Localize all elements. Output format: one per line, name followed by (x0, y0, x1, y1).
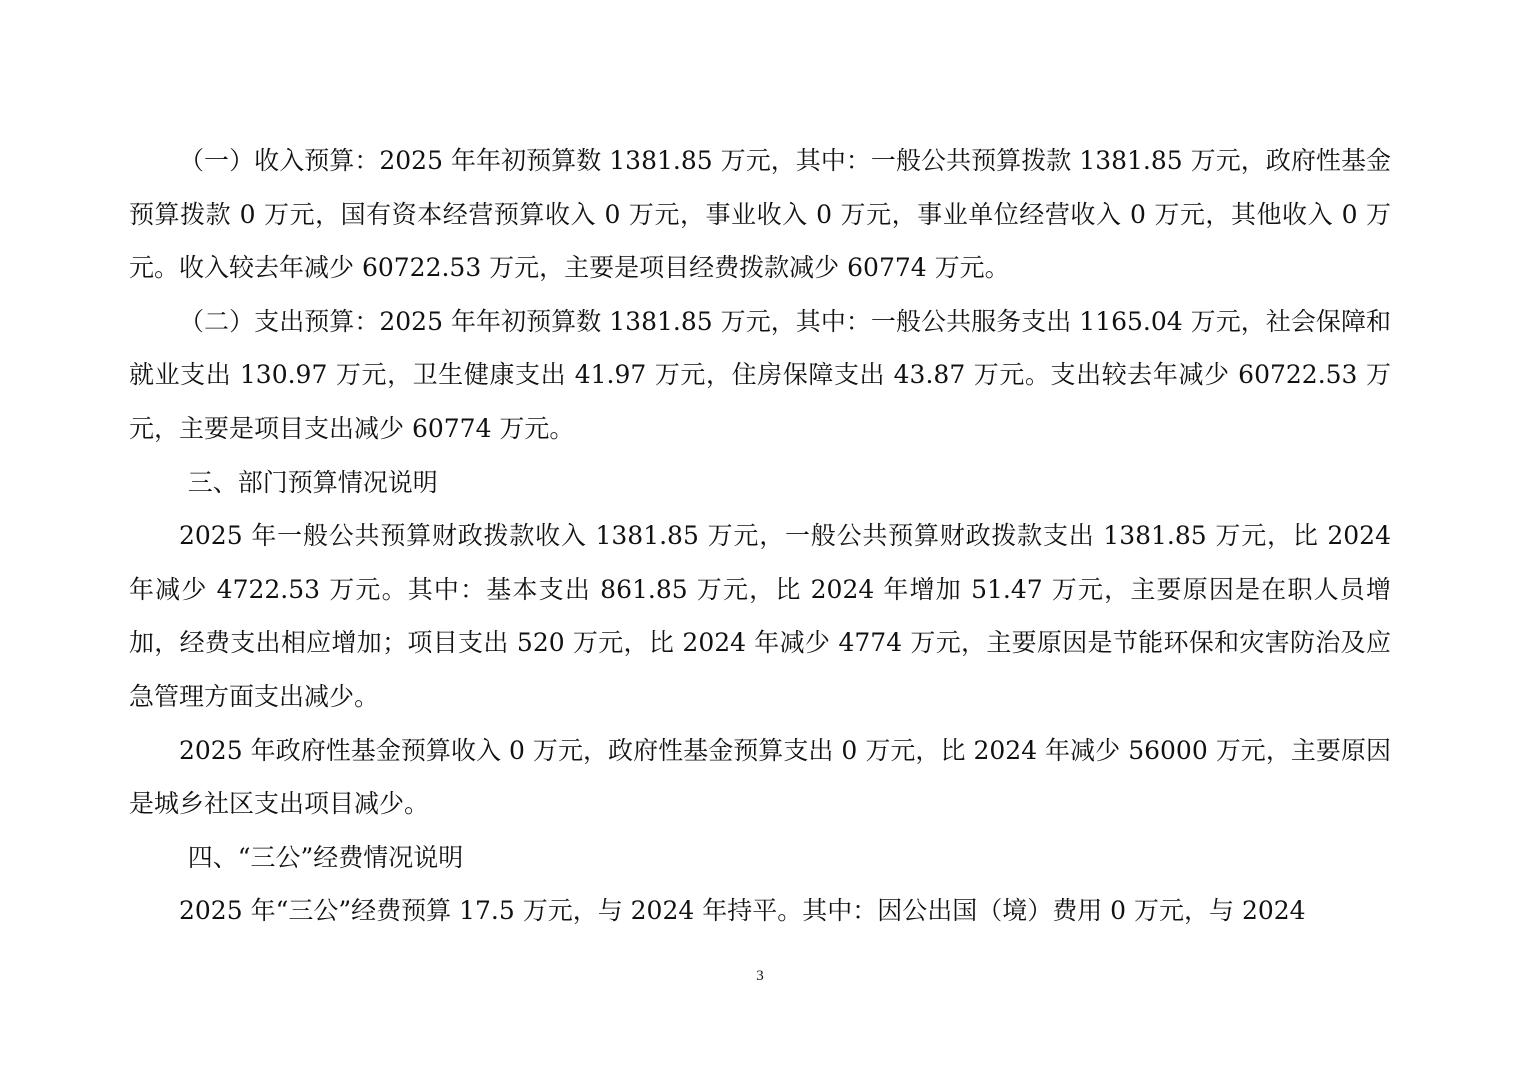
paragraph-income-budget: （一）收入预算：2025 年年初预算数 1381.85 万元，其中：一般公共预算拨款 1381.85 万元，政府性基金预算拨款 0 万元，国有资本经营预算收入 0 万元，事业收入 0 万元，事业单位经营收入 0 万元，其他收入 0 万元。收入较去年减少 60722.53 万元，主要是项目经费拨款减少 60774 万元。 (129, 146, 1391, 283)
section-heading-department-budget: 三、部门预算情况说明 (187, 467, 438, 497)
paragraph-general-public-budget: 2025 年一般公共预算财政拨款收入 1381.85 万元，一般公共预算财政拨款支出 1381.85 万元，比 2024 年减少 4722.53 万元。其中：基本支出 861.85 万元，比 2024 年增加 51.47 万元，主要原因是在职人员增加，经费支出相应增加；项目支出 520 万元，比 2024 年减少 4774 万元，主要原因是节能环保和灾害防治及应急管理方面支出减少。 (129, 521, 1391, 711)
paragraph-three-public-expenses: 2025 年“三公”经费预算 17.5 万元，与 2024 年持平。其中：因公出国（境）费用 0 万元，与 2024 (179, 896, 1306, 926)
paragraph-government-fund-budget: 2025 年政府性基金预算收入 0 万元，政府性基金预算支出 0 万元，比 2024 年减少 56000 万元，主要原因是城乡社区支出项目减少。 (129, 735, 1391, 819)
section-heading-three-public-expenses: 四、“三公”经费情况说明 (187, 842, 464, 872)
page-number: 3 (756, 968, 764, 984)
paragraph-expenditure-budget: （二）支出预算：2025 年年初预算数 1381.85 万元，其中：一般公共服务支出 1165.04 万元，社会保障和就业支出 130.97 万元，卫生健康支出 41.97 万元，住房保障支出 43.87 万元。支出较去年减少 60722.53 万元，主要是项目支出减少 60774 万元。 (129, 306, 1391, 443)
document-body (129, 134, 1391, 938)
